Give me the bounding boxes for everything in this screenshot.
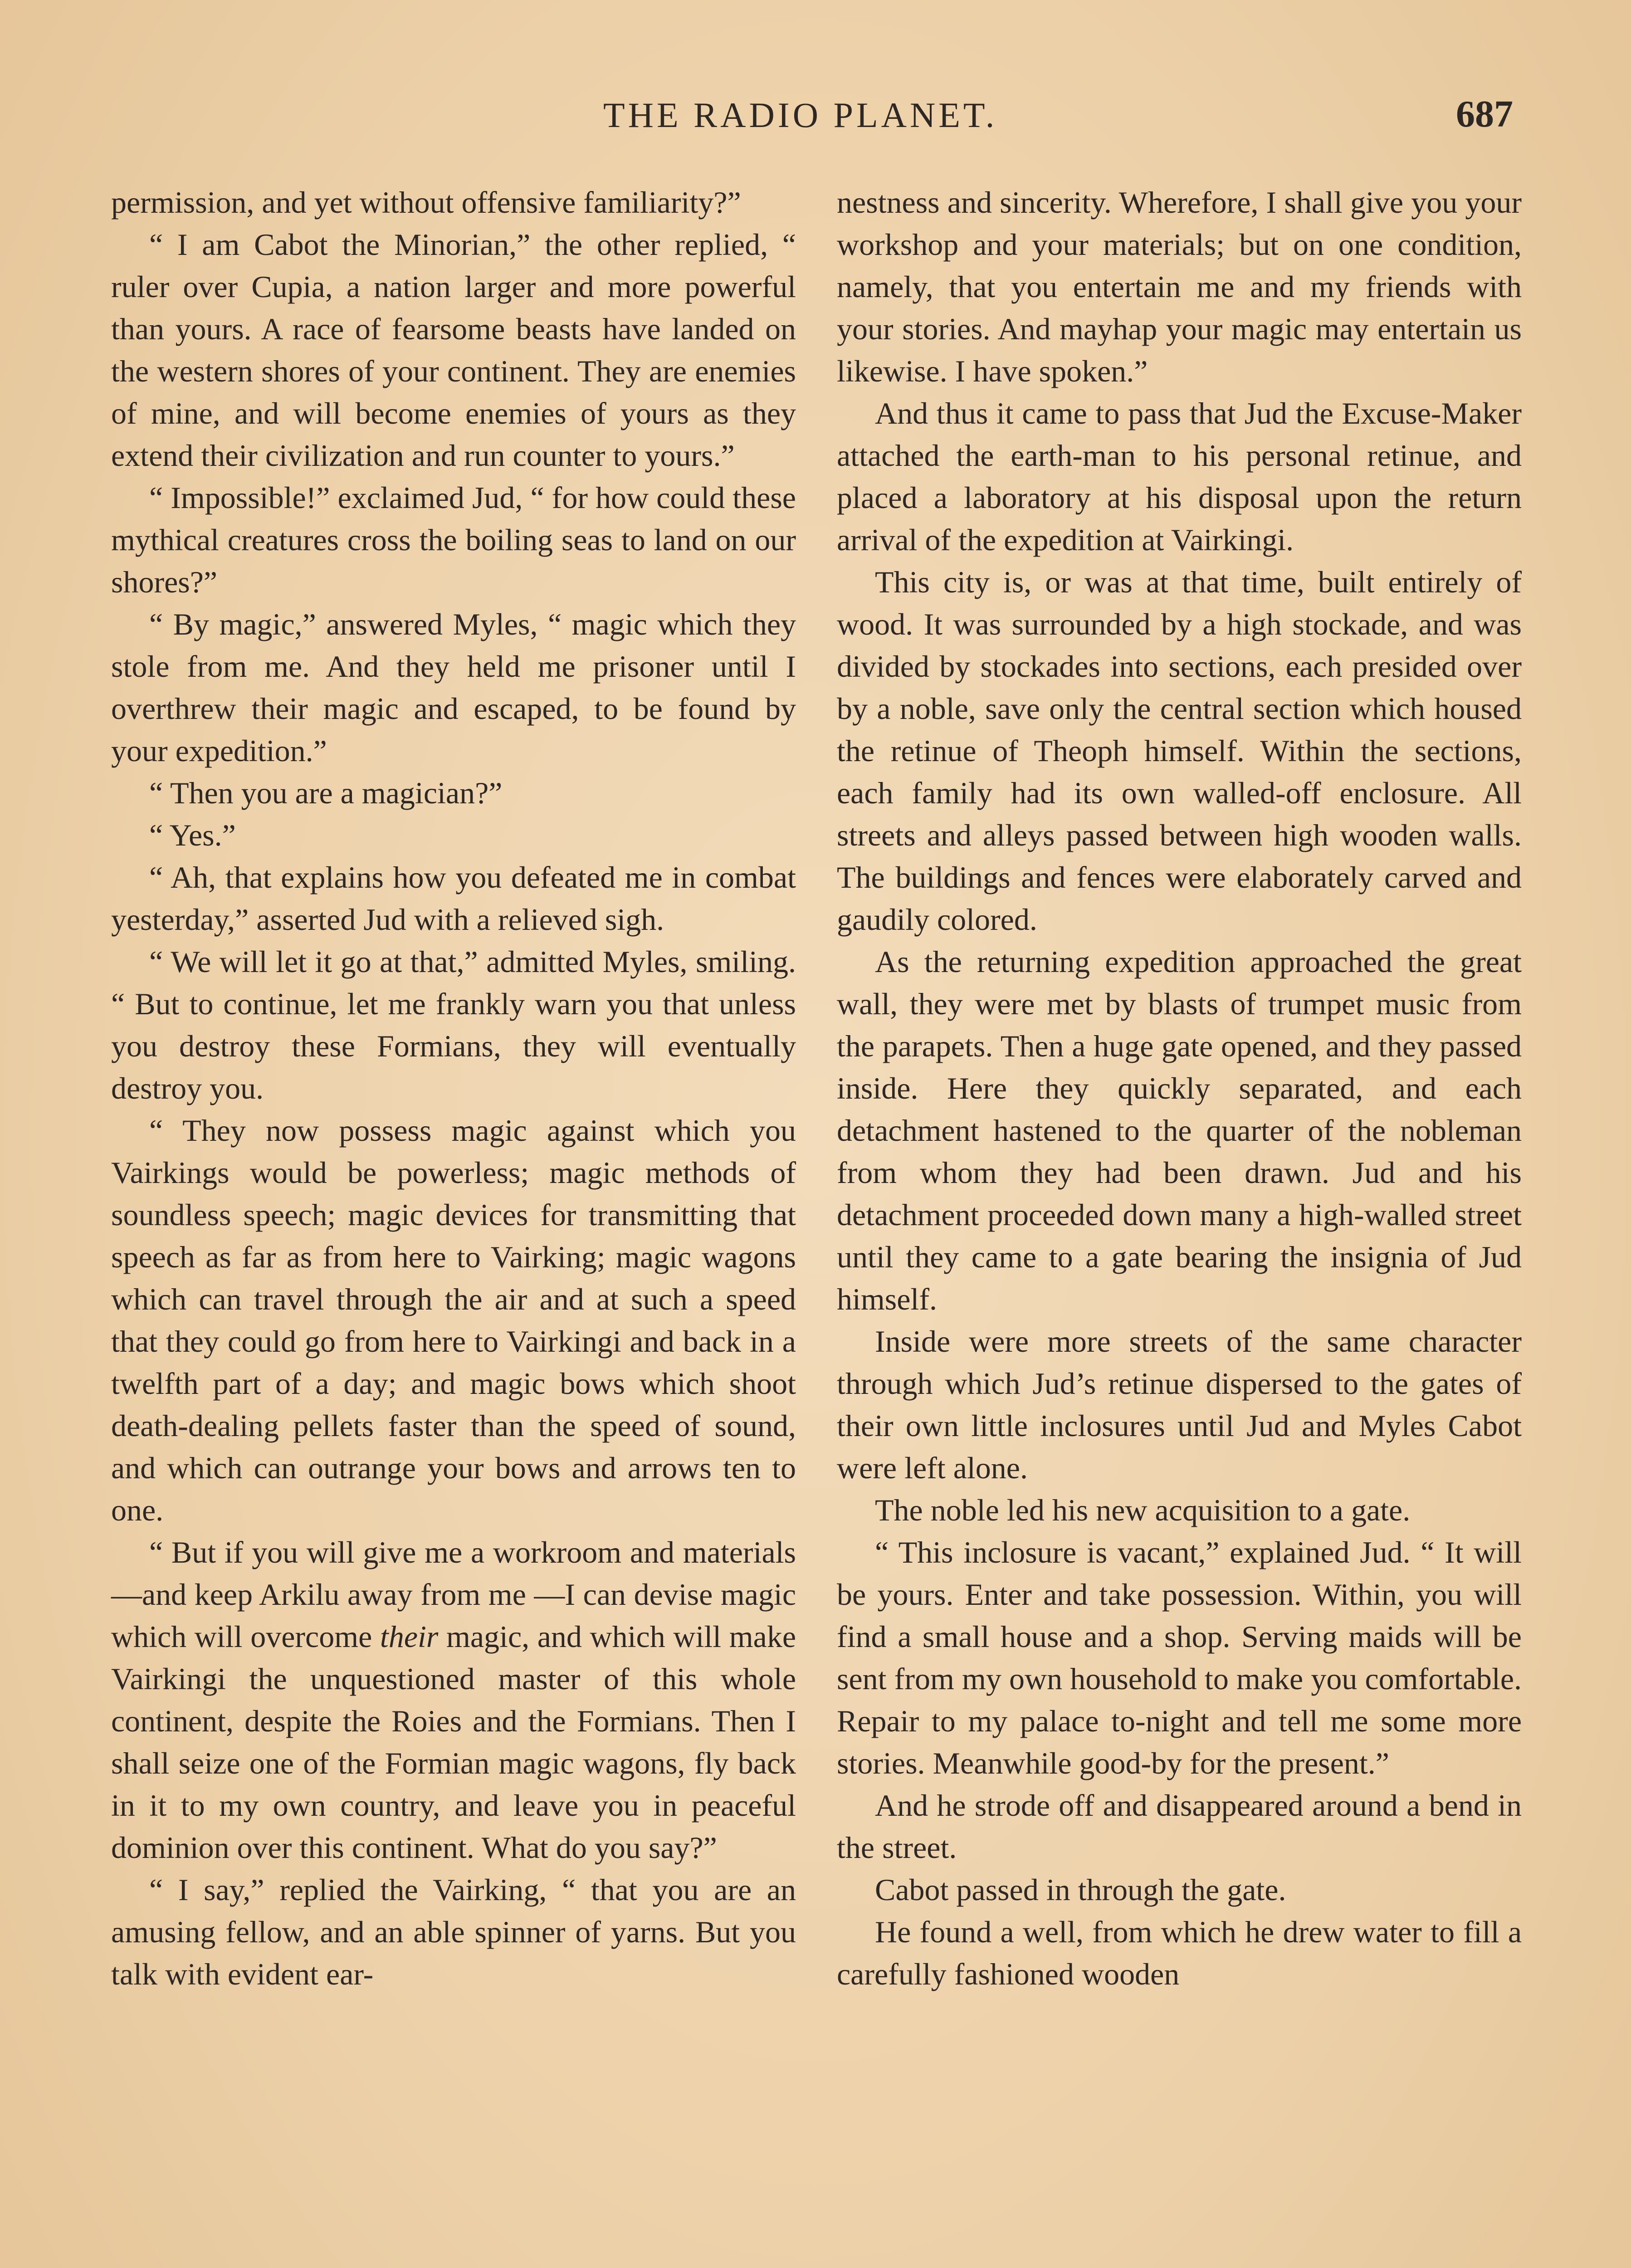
paragraph: “ This inclosure is vacant,” explained Jud. “ It will be yours. Enter and take possession. Within, you will find a small house and a shop. Serving maids will be sent from my own household to make you comfortable. Repair to my palace to-night and tell me some more stories. Meanwhile good-by for the present.” bbox=[837, 1535, 1522, 1780]
page-number: 687 bbox=[1456, 93, 1513, 135]
paragraph: “ I am Cabot the Minorian,” the other replied, “ ruler over Cupia, a nation larger and more powerful than yours. A race of fearsome beasts have landed on the western shores of your continent. They are enemies of mine, and will become enemies of yours as they extend their civilization and run counter to yours.” bbox=[111, 227, 796, 473]
paragraph: “ Ah, that explains how you defeated me in combat yesterday,” asserted Jud with a relieved sigh. bbox=[111, 860, 796, 937]
paragraph: “ I say,” replied the Vairking, “ that you are an amusing fellow, and an able spinner of yarns. But you talk with evident ear- bbox=[111, 1872, 796, 1991]
right-column bbox=[837, 181, 1522, 1995]
paragraph: And he strode off and disappeared around a bend in the street. bbox=[837, 1788, 1522, 1865]
running-title: THE RADIO PLANET. bbox=[603, 95, 998, 135]
paragraph: The noble led his new acquisition to a gate. bbox=[875, 1493, 1411, 1527]
emphasized-word: their bbox=[380, 1619, 439, 1654]
paragraph: Cabot passed in through the gate. bbox=[875, 1872, 1286, 1907]
paragraph: “ They now possess magic against which you Vairkings would be powerless; magic methods of soundless speech; magic devices for transmitting that speech as far as from here to Vairking; magic wagons which can travel through the air and at such a speed that they could go from here to Vairkingi and back in a twelfth part of a day; and magic bows which shoot death-dealing pellets faster than the speed of sound, and which can outrange your bows and arrows ten to one. bbox=[111, 1113, 796, 1527]
paragraph: “ By magic,” answered Myles, “ magic which they stole from me. And they held me prisoner until I overthrew their magic and escaped, to be found by your expedition.” bbox=[111, 607, 796, 768]
paragraph: And thus it came to pass that Jud the Excuse-Maker attached the earth-man to his personal retinue, and placed a laboratory at his disposal upon the return arrival of the expedition at Vairkingi. bbox=[837, 396, 1522, 557]
paragraph: He found a well, from which he drew water to fill a carefully fashioned wooden bbox=[837, 1915, 1522, 1991]
page-header bbox=[0, 91, 1631, 159]
paragraph-text: “ But if you will give me a workroom and materials—and keep Arkilu away from me —I can devise magic which will overcome bbox=[111, 1535, 796, 1654]
paragraph: Inside were more streets of the same character through which Jud’s retinue dispersed to the gates of their own little inclosures until Jud and Myles Cabot were left alone. bbox=[837, 1324, 1522, 1485]
paragraph: permission, and yet without offensive familiarity?” bbox=[111, 185, 741, 220]
paragraph: nestness and sincerity. Wherefore, I shall give you your workshop and your materials; but on one condition, namely, that you entertain me and my friends with your stories. And mayhap your magic may entertain us likewise. I have spoken.” bbox=[837, 185, 1522, 388]
paragraph: This city is, or was at that time, built entirely of wood. It was surrounded by a high stockade, and was divided by stockades into sections, each presided over by a noble, save only the central section which housed the retinue of Theoph himself. Within the sections, each family had its own walled-off enclosure. All streets and alleys passed between high wooden walls. The buildings and fences were elaborately carved and gaudily colored. bbox=[837, 565, 1522, 937]
paragraph: “ Then you are a magician?” bbox=[149, 776, 503, 810]
left-column bbox=[111, 181, 796, 1995]
paragraph-text: magic, and which will make Vairkingi the unquestioned master of this whole continent, despite the Roies and the Formians. Then I shall seize one of the Formian magic wagons, fly back in it to my own country, and leave you in peaceful dominion over this continent. What do you say?” bbox=[111, 1619, 796, 1865]
paragraph bbox=[111, 1531, 796, 1869]
paragraph: “ Impossible!” exclaimed Jud, “ for how could these mythical creatures cross the boiling seas to land on our shores?” bbox=[111, 480, 796, 599]
paragraph: “ We will let it go at that,” admitted Myles, smiling. “ But to continue, let me frankly warn you that unless you destroy these Formians, they will eventually destroy you. bbox=[111, 944, 796, 1105]
paragraph: “ Yes.” bbox=[149, 818, 236, 852]
paragraph: As the returning expedition approached the great wall, they were met by blasts of trumpet music from the parapets. Then a huge gate opened, and they passed inside. Here they quickly separated, and each detachment hastened to the quarter of the nobleman from whom they had been drawn. Jud and his detachment proceeded down many a high-walled street until they came to a gate bearing the insignia of Jud himself. bbox=[837, 944, 1522, 1316]
